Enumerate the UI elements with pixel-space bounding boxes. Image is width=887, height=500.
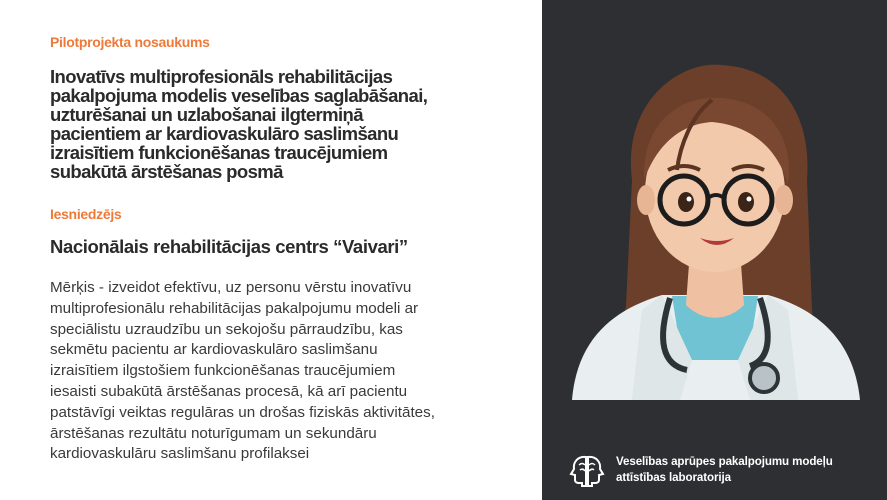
project-title-line: izraisītiem funkcionēšanas traucējumiem — [50, 142, 388, 163]
goal-line: iesaisti subakūtā ārstēšanas procesā, kā arī pacientu — [50, 382, 408, 400]
goal-line: izraisītiem ilgstošiem funkcionēšanas traucējumiem — [50, 362, 396, 380]
submitter-label: Iesniedzējs — [50, 206, 122, 222]
lab-name-line: Veselības aprūpes pakalpojumu modeļu — [616, 455, 833, 468]
project-title-line: pacientiem ar kardiovaskulāro saslimšanu — [50, 123, 399, 144]
goal-line: speciālistu uzraudzību un sekojošu pārraudzību, kas — [50, 320, 403, 338]
project-title-line: pakalpojuma modelis veselības saglabāšanai, — [50, 85, 428, 106]
goal-text — [50, 278, 525, 465]
doctor-avatar-illustration — [562, 60, 868, 400]
goal-line: Mērķis - izveidot efektīvu, uz personu vērstu inovatīvu — [50, 279, 412, 296]
goal-line: sekmētu pacientu ar kardiovaskulāro saslimšanu — [50, 341, 378, 359]
project-title — [50, 67, 520, 181]
lab-name-line: attīstības laboratorija — [616, 471, 731, 484]
lab-branding — [568, 450, 878, 490]
project-title-line: subakūtā ārstēšanas posmā — [50, 161, 283, 182]
lab-name — [616, 454, 833, 486]
project-title-line: uzturēšanai un uzlabošanai ilgtermiņā — [50, 104, 363, 125]
project-title-line: Inovatīvs multiprofesionāls rehabilitācijas — [50, 66, 393, 87]
goal-line: patstāvīgi veiktas regulāras un drošas fiziskās aktivitātes, — [50, 403, 435, 421]
two-heads-logo-icon — [568, 453, 606, 487]
goal-line: ārstēšanas rezultātu noturīgumam un sekundāru — [50, 424, 377, 442]
submitter-name: Nacionālais rehabilitācijas centrs “Vaivari” — [50, 236, 408, 257]
goal-line: kardiovaskulāru saslimšanu profilaksei — [50, 445, 310, 463]
goal-line: multiprofesionālu rehabilitācijas pakalpojumu modeli ar — [50, 299, 419, 317]
project-label: Pilotprojekta nosaukums — [50, 34, 210, 50]
